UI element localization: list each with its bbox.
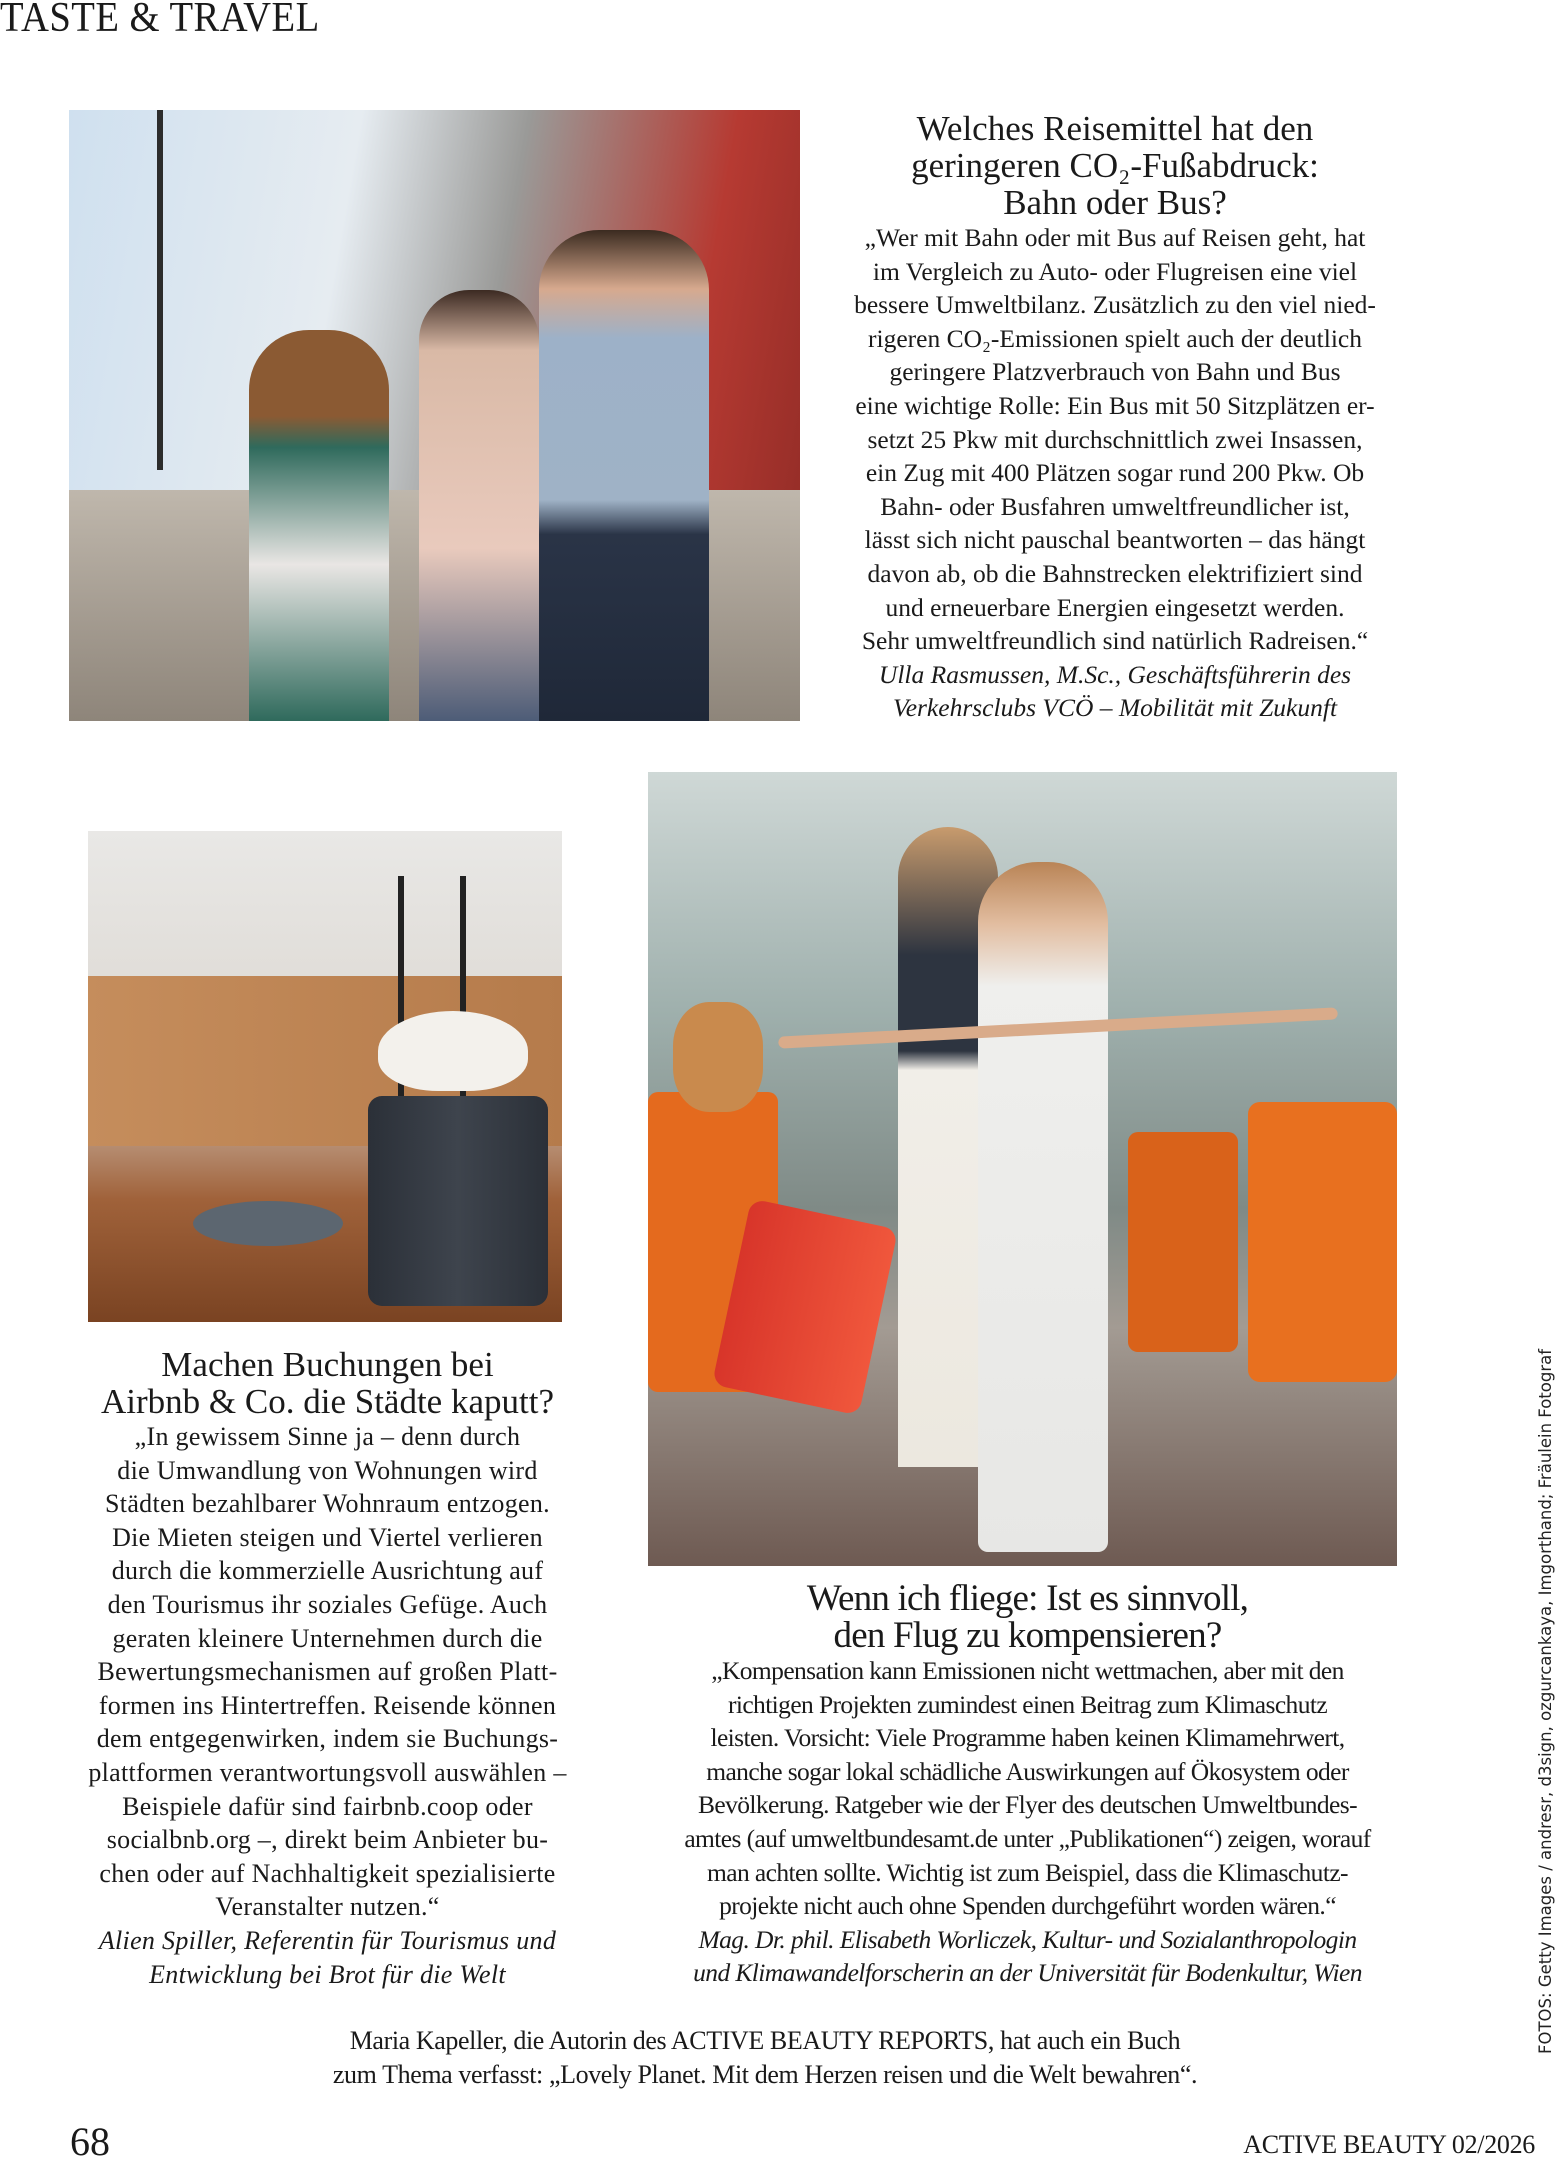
attribution-line: Mag. Dr. phil. Elisabeth Worliczek, Kultur- und Sozialanthropologin	[698, 1924, 1357, 1954]
body-line: lässt sich nicht pauschal beantworten – das hängt	[864, 525, 1366, 555]
body-line: manche sogar lokal schädliche Auswirkungen auf Ökosystem oder	[706, 1756, 1349, 1786]
heading-line: Airbnb & Co. die Städte kaputt?	[101, 1382, 554, 1421]
attribution-line: Entwicklung bei Brot für die Welt	[149, 1959, 506, 1989]
body-line: den Tourismus ihr soziales Gefüge. Auch	[107, 1589, 548, 1619]
attribution-line: Ulla Rasmussen, M.Sc., Geschäftsführerin des	[878, 659, 1352, 689]
body-line: Bahn- oder Busfahren umweltfreundlicher ist,	[880, 491, 1350, 521]
magazine-issue: ACTIVE BEAUTY 02/2026	[1243, 2130, 1535, 2159]
body-line: setzt 25 Pkw mit durchschnittlich zwei Insassen,	[867, 424, 1363, 454]
page-number: 68	[70, 2119, 110, 2164]
body-line: Bewertungsmechanismen auf großen Platt-	[97, 1657, 558, 1687]
body-line: Die Mieten steigen und Viertel verlieren	[112, 1522, 543, 1552]
heading-line: Wenn ich fliege: Ist es sinnvoll,	[806, 1578, 1249, 1619]
body-line: socialbnb.org –, direkt beim Anbieter bu-	[106, 1825, 549, 1855]
photo-girl-airport	[648, 772, 1397, 1566]
attribution-line: Verkehrsclubs VCÖ – Mobilität mit Zukunft	[892, 693, 1338, 723]
photo-family-train-station	[69, 110, 800, 721]
body-line: eine wichtige Rolle: Ein Bus mit 50 Sitzplätzen er-	[855, 390, 1375, 420]
body-line: davon ab, ob die Bahnstrecken elektrifiziert sind	[867, 558, 1363, 588]
body-line: Städten bezahlbarer Wohnraum entzogen.	[105, 1489, 550, 1519]
body-line: chen oder auf Nachhaltigkeit spezialisierte	[99, 1858, 556, 1888]
body-line: die Umwandlung von Wohnungen wird	[117, 1455, 538, 1485]
body-line: Sehr umweltfreundlich sind natürlich Radreisen.“	[861, 626, 1369, 656]
body-line: Veranstalter nutzen.“	[215, 1892, 440, 1922]
author-book-note	[200, 2024, 1330, 2092]
heading-line: Machen Buchungen bei	[161, 1345, 494, 1384]
body-line: formen ins Hintertreffen. Reisende können	[98, 1690, 557, 1720]
body-line: geringere Platzverbrauch von Bahn und Bus	[889, 357, 1341, 387]
article-block-airbnb	[40, 1346, 615, 1991]
body-line: „Wer mit Bahn oder mit Bus auf Reisen geht, hat	[864, 223, 1366, 252]
heading-line: geringeren CO₂-Fußabdruck:	[911, 146, 1319, 185]
body-line: plattformen verantwortungsvoll auswählen –	[88, 1757, 567, 1787]
body-line: amtes (auf umweltbundesamt.de unter „Publikationen“) zeigen, worauf	[684, 1823, 1371, 1853]
body-line: dem entgegenwirken, indem sie Buchungs-	[96, 1724, 559, 1754]
body-line: leisten. Vorsicht: Viele Programme haben keinen Klimamehrwert,	[710, 1723, 1345, 1753]
photo-credit: FOTOS: Getty Images / andresr, d3sign, ozgurcankaya, Imgorthand; Fräulein Fotograf	[1536, 1348, 1555, 2054]
article-block-train-vs-bus	[800, 110, 1430, 725]
body-line: und erneuerbare Energien eingesetzt werden.	[885, 592, 1345, 622]
heading-line: den Flug zu kompensieren?	[833, 1615, 1222, 1656]
body-line: man achten sollte. Wichtig ist zum Beispiel, dass die Klimaschutz-	[707, 1857, 1348, 1887]
footer-note-line: zum Thema verfasst: „Lovely Planet. Mit dem Herzen reisen und die Welt bewahren“.	[332, 2060, 1198, 2089]
body-line: richtigen Projekten zumindest einen Beitrag zum Klimaschutz	[727, 1689, 1328, 1719]
heading-line: Bahn oder Bus?	[1003, 183, 1227, 222]
body-line: im Vergleich zu Auto- oder Flugreisen eine viel	[872, 256, 1358, 286]
body-line: projekte nicht auch ohne Spenden durchgeführt worden wären.“	[719, 1891, 1336, 1921]
body-line: Bevölkerung. Ratgeber wie der Flyer des deutschen Umweltbundes-	[697, 1790, 1357, 1820]
attribution-line: Alien Spiller, Referentin für Tourismus und	[98, 1925, 557, 1955]
footer-note-line: Maria Kapeller, die Autorin des ACTIVE BEAUTY REPORTS, hat auch ein Buch	[349, 2026, 1181, 2055]
body-line: bessere Umweltbilanz. Zusätzlich zu den viel nied-	[854, 290, 1376, 320]
body-line: ein Zug mit 400 Plätzen sogar rund 200 Pkw. Ob	[865, 458, 1365, 488]
body-line: durch die kommerzielle Ausrichtung auf	[111, 1556, 544, 1586]
heading-line: Welches Reisemittel hat den	[916, 109, 1314, 148]
attribution-line: und Klimawandelforscherin an der Universität für Bodenkultur, Wien	[693, 1958, 1362, 1988]
article-block-flight-compensation	[600, 1580, 1455, 1990]
body-line: „In gewissem Sinne ja – denn durch	[134, 1422, 521, 1451]
body-line: geraten kleinere Unternehmen durch die	[112, 1623, 543, 1653]
section-title: TASTE & TRAVEL	[0, 0, 320, 41]
body-line: Beispiele dafür sind fairbnb.coop oder	[122, 1791, 533, 1821]
body-line: „Kompensation kann Emissionen nicht wettmachen, aber mit den	[711, 1656, 1344, 1685]
body-line: rigeren CO₂-Emissionen spielt auch der deutlich	[868, 323, 1362, 353]
photo-suitcase-living-room	[88, 831, 562, 1322]
